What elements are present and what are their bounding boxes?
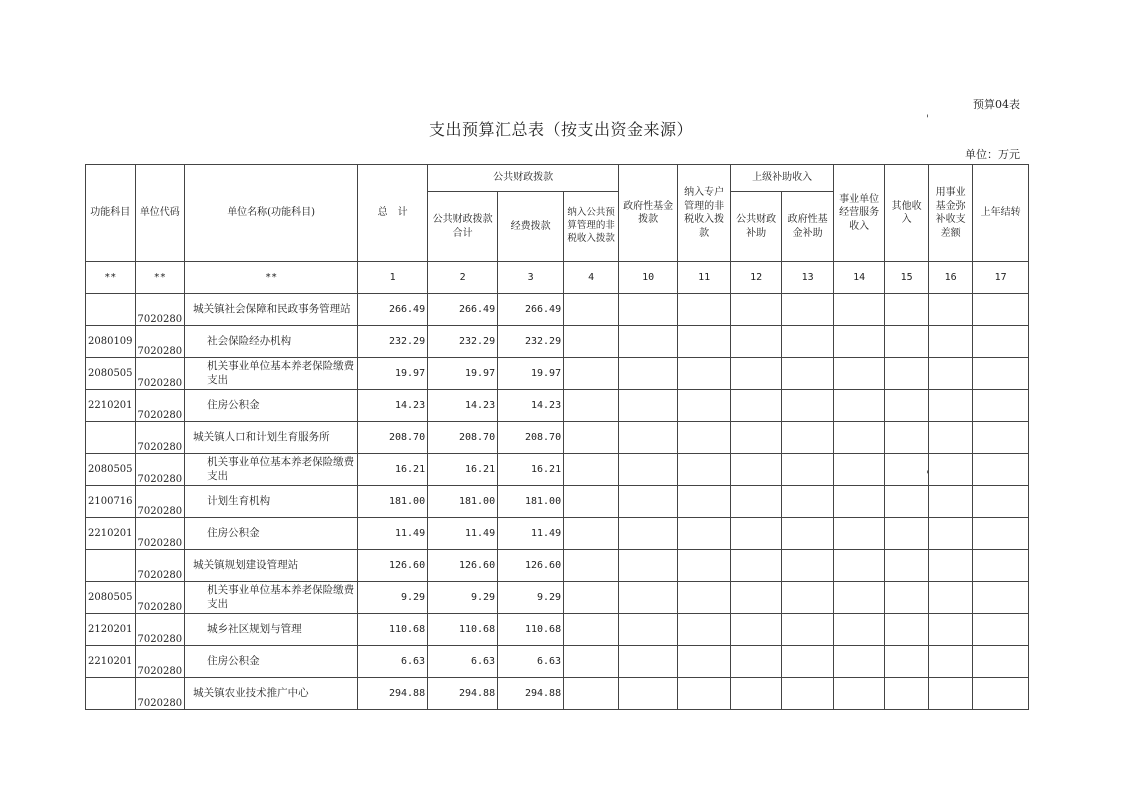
empty-cell [782,294,834,326]
operating-funds-cell: 294.88 [498,678,564,710]
empty-cell [929,358,973,390]
unit-code-cell: 7020280 [135,518,185,550]
public-finance-total-cell: 232.29 [428,326,498,358]
unit-name-cell: 城关镇规划建设管理站 [185,550,358,582]
empty-cell [782,646,834,678]
operating-funds-cell: 16.21 [498,454,564,486]
empty-cell [973,422,1029,454]
operating-funds-cell: 14.23 [498,390,564,422]
empty-cell [885,454,929,486]
operating-funds-cell: 19.97 [498,358,564,390]
empty-cell [619,614,678,646]
empty-cell [973,454,1029,486]
index-row [86,262,1029,294]
empty-cell [834,646,885,678]
empty-cell [973,294,1029,326]
empty-cell [619,678,678,710]
col-unit-code: 单位代码 [135,165,185,262]
public-finance-total-cell: 11.49 [428,518,498,550]
func-code-cell: 2080505 [86,454,136,486]
operating-funds-cell: 266.49 [498,294,564,326]
empty-cell [564,422,619,454]
budget-table [85,164,1029,710]
public-finance-total-cell: 6.63 [428,646,498,678]
empty-cell [885,582,929,614]
table-row [86,294,1029,326]
empty-cell [731,486,782,518]
col-total: 总 计 [358,165,428,262]
empty-cell [564,486,619,518]
col-carryover: 上年结转 [973,165,1029,262]
func-code-cell [86,550,136,582]
empty-cell [885,550,929,582]
empty-cell [885,486,929,518]
empty-cell [885,518,929,550]
empty-cell [834,358,885,390]
col-upper-gov-fund: 政府性基金补助 [782,192,834,262]
func-code-cell: 2210201 [86,518,136,550]
empty-cell [973,326,1029,358]
empty-cell [782,326,834,358]
total-cell: 14.23 [358,390,428,422]
empty-cell [885,294,929,326]
empty-cell [834,454,885,486]
empty-cell [619,486,678,518]
empty-cell [619,326,678,358]
func-code-cell: 2100716 [86,486,136,518]
empty-cell [564,678,619,710]
unit-name-cell: 机关事业单位基本养老保险缴费支出 [185,454,358,486]
table-row [86,422,1029,454]
empty-cell [678,486,731,518]
func-code-cell: 2080109 [86,326,136,358]
empty-cell [619,550,678,582]
empty-cell [731,582,782,614]
empty-cell [885,422,929,454]
empty-cell [564,454,619,486]
total-cell: 110.68 [358,614,428,646]
unit-name-cell: 城乡社区规划与管理 [185,614,358,646]
empty-cell [782,678,834,710]
unit-code-cell: 7020280 [135,358,185,390]
unit-name-cell: 城关镇人口和计划生育服务所 [185,422,358,454]
total-cell: 19.97 [358,358,428,390]
table-body [86,262,1029,710]
empty-cell [678,294,731,326]
empty-cell [834,614,885,646]
empty-cell [929,390,973,422]
func-code-cell: 2120201 [86,614,136,646]
empty-cell [731,358,782,390]
empty-cell [834,294,885,326]
index-cell: 16 [929,262,973,294]
empty-cell [973,518,1029,550]
operating-funds-cell: 9.29 [498,582,564,614]
empty-cell [564,358,619,390]
empty-cell [678,422,731,454]
operating-funds-cell: 232.29 [498,326,564,358]
index-cell: 4 [564,262,619,294]
empty-cell [564,518,619,550]
empty-cell [885,614,929,646]
table-row [86,486,1029,518]
empty-cell [782,390,834,422]
unit-code-cell: 7020280 [135,422,185,454]
empty-cell [564,614,619,646]
total-cell: 126.60 [358,550,428,582]
unit-name-cell: 机关事业单位基本养老保险缴费支出 [185,582,358,614]
empty-cell [782,358,834,390]
func-code-cell [86,678,136,710]
empty-cell [973,390,1029,422]
table-row [86,582,1029,614]
empty-cell [929,550,973,582]
col-group-upper-subsidy: 上级补助收入 [731,165,834,192]
empty-cell [885,326,929,358]
unit-code-cell: 7020280 [135,614,185,646]
empty-cell [564,326,619,358]
empty-cell [619,294,678,326]
empty-cell [619,454,678,486]
operating-funds-cell: 6.63 [498,646,564,678]
table-row [86,678,1029,710]
col-gov-fund: 政府性基金拨款 [619,165,678,262]
empty-cell [834,518,885,550]
col-service-income: 事业单位经营服务收入 [834,165,885,262]
empty-cell [564,646,619,678]
table-row [86,390,1029,422]
unit-code-cell: 7020280 [135,294,185,326]
empty-cell [834,582,885,614]
empty-cell [973,358,1029,390]
empty-cell [929,614,973,646]
empty-cell [619,582,678,614]
empty-cell [973,550,1029,582]
col-operating-funds: 经费拨款 [498,192,564,262]
col-upper-public-finance: 公共财政补助 [731,192,782,262]
empty-cell [564,582,619,614]
scan-mark: ' [926,114,929,125]
unit-code-cell: 7020280 [135,326,185,358]
empty-cell [731,294,782,326]
operating-funds-cell: 126.60 [498,550,564,582]
empty-cell [973,614,1029,646]
total-cell: 208.70 [358,422,428,454]
empty-cell [834,326,885,358]
empty-cell [619,422,678,454]
table-row [86,454,1029,486]
empty-cell [619,518,678,550]
empty-cell [678,518,731,550]
empty-cell [782,614,834,646]
func-code-cell [86,422,136,454]
empty-cell [678,582,731,614]
empty-cell [782,486,834,518]
index-cell: 2 [428,262,498,294]
empty-cell [731,678,782,710]
empty-cell [885,678,929,710]
empty-cell [929,486,973,518]
empty-cell [929,294,973,326]
operating-funds-cell: 110.68 [498,614,564,646]
col-unit-name: 单位名称(功能科目) [185,165,358,262]
index-cell: 17 [973,262,1029,294]
scan-mark: ' [926,470,929,481]
public-finance-total-cell: 181.00 [428,486,498,518]
col-fund-balance: 用事业基金弥补收支差额 [929,165,973,262]
empty-cell [564,294,619,326]
empty-cell [929,582,973,614]
col-nontax-in-budget: 纳入公共预算管理的非税收入拨款 [564,192,619,262]
func-code-cell [86,294,136,326]
public-finance-total-cell: 19.97 [428,358,498,390]
empty-cell [619,358,678,390]
operating-funds-cell: 11.49 [498,518,564,550]
index-cell: ** [185,262,358,294]
unit-name-cell: 住房公积金 [185,646,358,678]
empty-cell [731,614,782,646]
unit-label: 单位：万元 [965,148,1020,161]
empty-cell [678,326,731,358]
empty-cell [929,678,973,710]
unit-code-cell: 7020280 [135,390,185,422]
total-cell: 181.00 [358,486,428,518]
index-cell: ** [135,262,185,294]
index-cell: 3 [498,262,564,294]
empty-cell [973,646,1029,678]
col-func-code: 功能科目 [86,165,136,262]
empty-cell [885,390,929,422]
empty-cell [731,550,782,582]
empty-cell [731,518,782,550]
total-cell: 232.29 [358,326,428,358]
unit-name-cell: 住房公积金 [185,518,358,550]
table-row [86,550,1029,582]
document-title: 支出预算汇总表（按支出资金来源） [428,120,693,139]
index-cell: 10 [619,262,678,294]
index-cell: 15 [885,262,929,294]
index-cell: ** [86,262,136,294]
public-finance-total-cell: 110.68 [428,614,498,646]
empty-cell [834,550,885,582]
total-cell: 294.88 [358,678,428,710]
unit-name-cell: 城关镇农业技术推广中心 [185,678,358,710]
empty-cell [678,390,731,422]
operating-funds-cell: 181.00 [498,486,564,518]
table-row [86,326,1029,358]
public-finance-total-cell: 294.88 [428,678,498,710]
empty-cell [564,550,619,582]
total-cell: 266.49 [358,294,428,326]
col-other-income: 其他收入 [885,165,929,262]
empty-cell [973,678,1029,710]
index-cell: 13 [782,262,834,294]
empty-cell [782,582,834,614]
empty-cell [834,486,885,518]
empty-cell [973,486,1029,518]
unit-code-cell: 7020280 [135,678,185,710]
empty-cell [834,390,885,422]
empty-cell [929,454,973,486]
empty-cell [782,550,834,582]
empty-cell [731,454,782,486]
empty-cell [782,454,834,486]
empty-cell [973,582,1029,614]
total-cell: 9.29 [358,582,428,614]
unit-name-cell: 社会保险经办机构 [185,326,358,358]
unit-code-cell: 7020280 [135,486,185,518]
public-finance-total-cell: 9.29 [428,582,498,614]
table-row [86,358,1029,390]
empty-cell [678,646,731,678]
empty-cell [929,518,973,550]
empty-cell [929,422,973,454]
empty-cell [678,678,731,710]
public-finance-total-cell: 14.23 [428,390,498,422]
empty-cell [731,390,782,422]
public-finance-total-cell: 16.21 [428,454,498,486]
empty-cell [885,646,929,678]
unit-name-cell: 机关事业单位基本养老保险缴费支出 [185,358,358,390]
index-cell: 12 [731,262,782,294]
empty-cell [782,518,834,550]
col-group-public-finance: 公共财政拨款 [428,165,619,192]
empty-cell [619,646,678,678]
total-cell: 16.21 [358,454,428,486]
empty-cell [929,326,973,358]
unit-code-cell: 7020280 [135,454,185,486]
empty-cell [731,326,782,358]
empty-cell [564,390,619,422]
unit-name-cell: 城关镇社会保障和民政事务管理站 [185,294,358,326]
empty-cell [834,678,885,710]
func-code-cell: 2080505 [86,358,136,390]
table-row [86,518,1029,550]
empty-cell [619,390,678,422]
empty-cell [885,358,929,390]
empty-cell [678,614,731,646]
empty-cell [678,358,731,390]
index-cell: 14 [834,262,885,294]
table-row [86,646,1029,678]
unit-code-cell: 7020280 [135,582,185,614]
table-code: 预算04表 [973,98,1020,111]
func-code-cell: 2210201 [86,390,136,422]
empty-cell [678,454,731,486]
index-cell: 11 [678,262,731,294]
public-finance-total-cell: 126.60 [428,550,498,582]
col-public-finance-total: 公共财政拨款合计 [428,192,498,262]
empty-cell [834,422,885,454]
func-code-cell: 2080505 [86,582,136,614]
empty-cell [731,422,782,454]
unit-code-cell: 7020280 [135,550,185,582]
func-code-cell: 2210201 [86,646,136,678]
empty-cell [782,422,834,454]
empty-cell [731,646,782,678]
unit-name-cell: 住房公积金 [185,390,358,422]
public-finance-total-cell: 208.70 [428,422,498,454]
total-cell: 11.49 [358,518,428,550]
unit-code-cell: 7020280 [135,646,185,678]
total-cell: 6.63 [358,646,428,678]
table-row [86,614,1029,646]
col-special-nontax: 纳入专户管理的非税收入拨款 [678,165,731,262]
empty-cell [678,550,731,582]
operating-funds-cell: 208.70 [498,422,564,454]
index-cell: 1 [358,262,428,294]
public-finance-total-cell: 266.49 [428,294,498,326]
empty-cell [929,646,973,678]
unit-name-cell: 计划生育机构 [185,486,358,518]
